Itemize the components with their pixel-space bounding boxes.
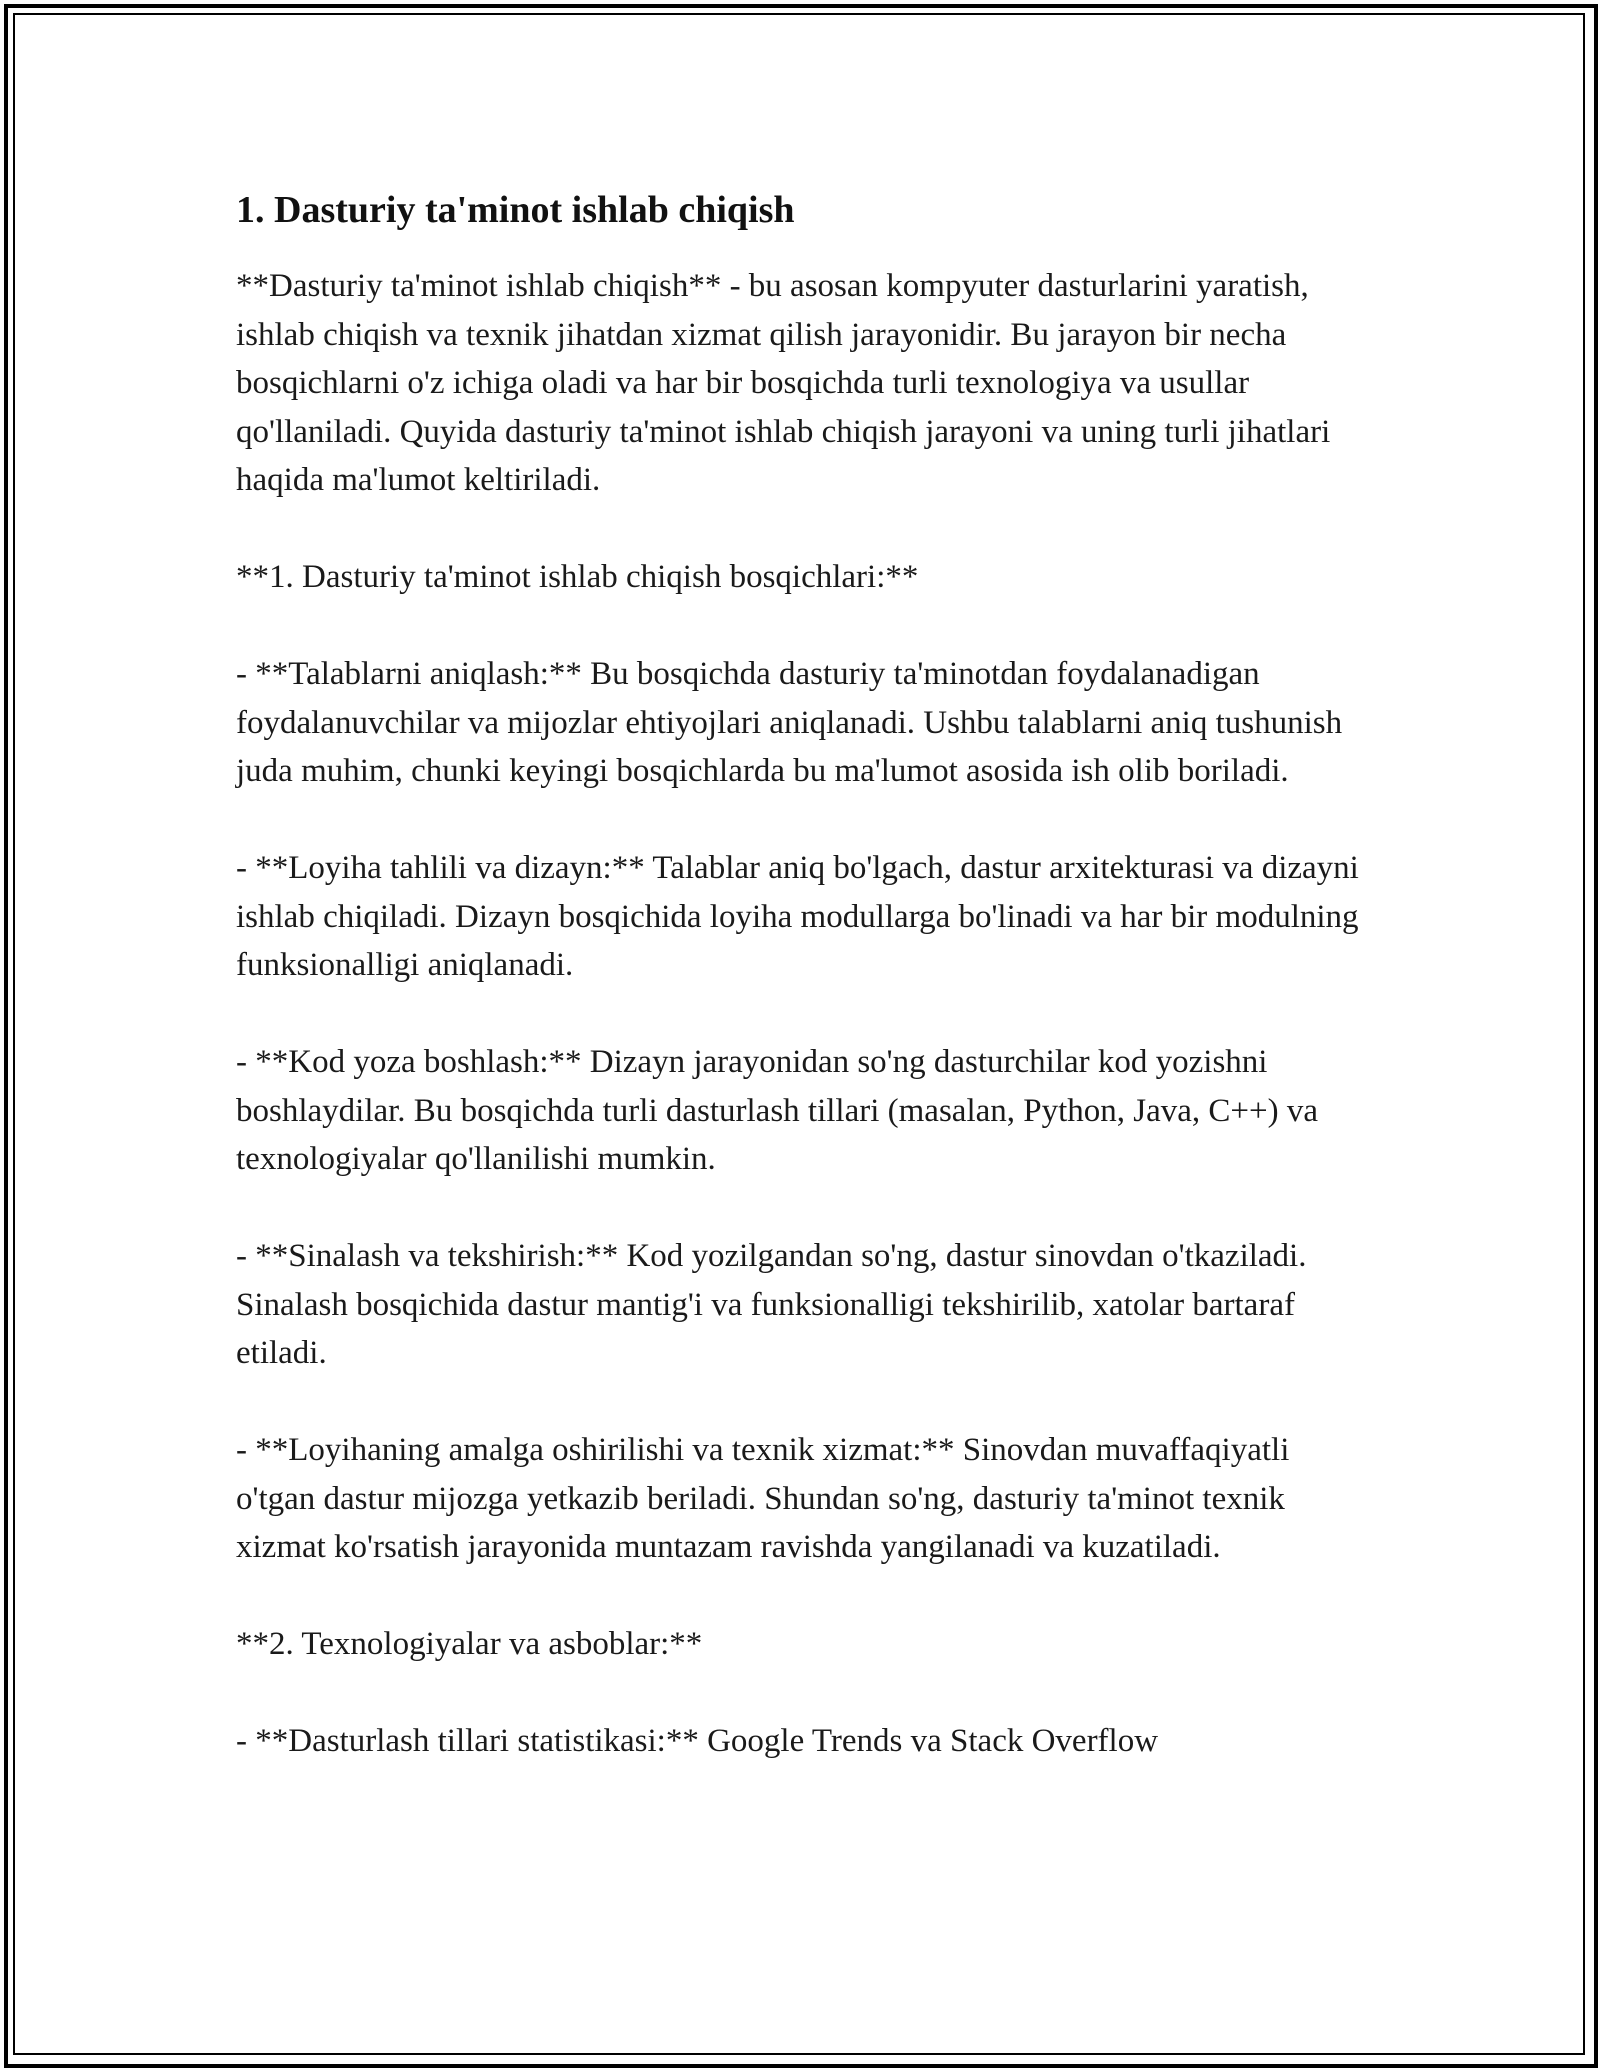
document-title: 1. Dasturiy ta'minot ishlab chiqish bbox=[236, 189, 795, 231]
section-heading-technologies: **2. Texnologiyalar va asboblar:** bbox=[236, 1626, 703, 1662]
intro-paragraph: **Dasturiy ta'minot ishlab chiqish** - bu asosan kompyuter dasturlarini yaratish, ishlab chiqish va texnik jihatdan xizmat qilish jarayonidir. Bu jarayon bir necha bosqichlarni o'z ichiga oladi va har bir bosqichda turli texnologiya va usullar qo'llaniladi. Quyida dasturiy ta'minot ishlab chiqish jarayoni va uning turli jihatlari haqida ma'lumot keltiriladi. bbox=[236, 268, 1331, 498]
list-item-design: - **Loyiha tahlili va dizayn:** Talablar aniq bo'lgach, dastur arxitekturasi va dizayni ishlab chiqiladi. Dizayn bosqichida loyiha modullarga bo'linadi va har bir modulning funksionalligi aniqlanadi. bbox=[236, 850, 1359, 983]
section-heading-stages: **1. Dasturiy ta'minot ishlab chiqish bosqichlari:** bbox=[236, 559, 919, 595]
list-item-coding: - **Kod yoza boshlash:** Dizayn jarayonidan so'ng dasturchilar kod yozishni boshlaydilar. Bu bosqichda turli dasturlash tillari (masalan, Python, Java, C++) va texnologiyalar qo'llanilishi mumkin. bbox=[236, 1044, 1319, 1177]
document-body bbox=[236, 186, 1366, 1766]
list-item-testing: - **Sinalash va tekshirish:** Kod yozilgandan so'ng, dastur sinovdan o'tkaziladi. Sinalash bosqichida dastur mantig'i va funksionalligi tekshirilib, xatolar bartaraf etiladi. bbox=[236, 1238, 1307, 1371]
list-item-requirements: - **Talablarni aniqlash:** Bu bosqichda dasturiy ta'minotdan foydalanadigan foydalanuvchilar va mijozlar ehtiyojlari aniqlanadi. Ushbu talablarni aniq tushunish juda muhim, chunki keyingi bosqichlarda bu ma'lumot asosida ish olib boriladi. bbox=[236, 656, 1343, 789]
list-item-deployment: - **Loyihaning amalga oshirilishi va texnik xizmat:** Sinovdan muvaffaqiyatli o'tgan dastur mijozga yetkazib beriladi. Shundan so'ng, dasturiy ta'minot texnik xizmat ko'rsatish jarayonida muntazam ravishda yangilanadi va kuzatiladi. bbox=[236, 1432, 1290, 1565]
list-item-language-stats: - **Dasturlash tillari statistikasi:** Google Trends va Stack Overflow bbox=[236, 1723, 1159, 1759]
